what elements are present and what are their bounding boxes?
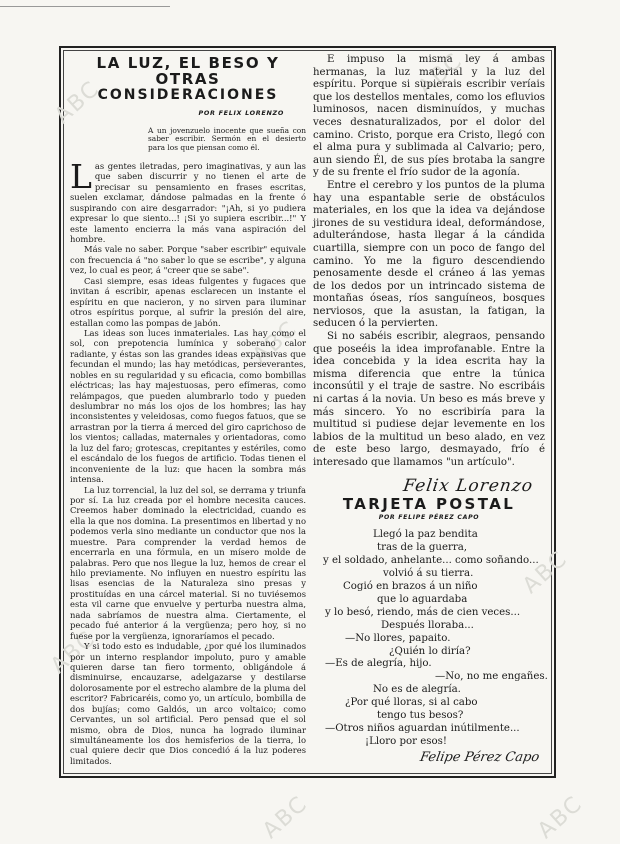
top-rule: [0, 6, 170, 7]
poem-verse: ¿Por qué lloras, si al cabo: [345, 697, 478, 709]
poem-verse: y el soldado, anhelante... como soñando...: [323, 555, 539, 567]
article-paragraph: Y si todo esto es indudable, ¿por qué los iluminados por un interno resplandor impoluto, puro y amable quieren darse tan fiero tormento, obligándole á disminuirse, encauzarse, adelgazarse y destilarse dolorosamente por el estrecho alambre de la pluma del escritor? Fabricaréis, como yo, un artículo, bombilla de dos bujías; como Galdós, un arco voltaico; como Cervantes, un sol artificial. Pero pensad que el sol mismo, obra de Dios, nunca ha logrado iluminar simultáneamente los dos hemisferios de la tierra, lo cual quiere decir que Dios concedió á la luz poderes limitados.: [70, 641, 306, 766]
poem-signature: Felipe Pérez Capo: [418, 749, 541, 765]
poem-verse: tengo tus besos?: [377, 710, 464, 722]
article-paragraph: Casi siempre, esas ideas fulgentes y fugaces que invitan á escribir, apenas esclarecen un instante el espíritu en que nacieron, y no sirven para iluminar otros espíritus porque, al sufrir la presión del aire, estallan como las pompas de jabón.: [70, 275, 306, 328]
article-paragraph: La luz torrencial, la luz del sol, se derrama y triunfa por sí. La luz creada por el hombre necesita cauces. Creemos haber dominado la electricidad, cuando es ella la que nos domina. La presentimos en libertad y no podemos verla sino mediante un conductor que nos la muestre. Para comprender la verdad hemos de encerrarla en una fórmula, en un mísero molde de palabras. Pero que nos llegue la luz, hemos de crear el hilo previamente. No influyen en nuestro espíritu las lisas esencias de la Naturaleza sino presas y prostituídas en una cárcel material. Si no tuviésemos esta vil carne que envuelve y perturba nuestra alma, nada sabríamos de nuestra alma. Ciertamente, el pecado fué anterior á la vergüenza; pero hoy, si no fuese por la vergüenza, ignoraríamos el pecado.: [70, 484, 306, 641]
article-paragraph: Si no sabéis escribir, alegraos, pensando que poseéis la idea improfanable. Entre la idea concebida y la idea escrita hay la misma diferencia que entre la túnica inconsútil y el traje de sastre. No escribáis ni cartas á la novia. Un beso es más breve y más sincero. Yo no escribiría para la multitud si pudiese dejar levemente en los labios de la multitud un beso alado, en vez de este beso largo, desmayado, frío é interesado que llamamos "un artículo".: [313, 331, 545, 468]
article-title-line2: CONSIDERACIONES: [97, 87, 279, 103]
poem-verse: —No, no me engañes.: [435, 671, 548, 683]
article-epigraph: A un jovenzuelo inocente que sueña con saber escribir. Sermón en el desierto para los que piensan como él.: [148, 125, 306, 153]
poem-title: TARJETA POSTAL: [342, 495, 516, 514]
article-byline: POR FELIX LORENZO: [198, 109, 284, 117]
article-title-line1: LA LUZ, EL BESO Y OTRAS: [96, 54, 280, 88]
watermark: ABC: [533, 791, 588, 844]
poem-verse: ¿Quién lo diría?: [389, 645, 471, 657]
poem-verse: Después lloraba...: [381, 619, 474, 631]
poem-verse: volvió á su tierra.: [383, 568, 474, 580]
poem-verse: —Otros niños aguardan inútilmente...: [325, 722, 520, 734]
article-paragraph: Las ideas son luces inmateriales. Las hay como el sol, con prepotencia lumínica y soberano calor radiante, y éstas son las grandes ideas expansivas que fecundan el mundo; las hay metódicas, perseverantes, nobles en su regularidad y su eficacia, como bombillas eléctricas; las hay majestuosas, pero efímeras, como relámpagos, que pueden alumbrarlo todo y pueden deslumbrar no más los ojos de los hombres; las hay inconsistentes y veleidosas, como fuegos fatuos, que se arrastran por la tierra á merced del giro caprichoso de los vientos; calladas, maternales y orientadoras, como la luz del faro; grotescas, crepitantes y estériles, como el escándalo de los fuegos de artificio. Todas tienen el inconveniente de la luz: que hacen la sombra más intensa.: [70, 327, 306, 485]
watermark: ABC: [46, 626, 101, 679]
watermark: ABC: [413, 48, 468, 101]
poem-verse: que lo aguardaba: [377, 593, 468, 605]
article-paragraph: Más vale no saber. Porque "saber escribir" equivale con frecuencia á "no saber lo que se escribe", y alguna vez, lo cual es peor, á "creer que se sabe".: [70, 244, 306, 276]
poem-verse: No es de alegría.: [373, 684, 461, 696]
article-paragraph: Las gentes iletradas, pero imaginativas, y aun las que saben discurrir y no tienen el arte de precisar su pensamiento en frases escritas, suelen exclamar, dándose palmadas en la frente ó suspirando con aire desgarrador: "¡Ah, si yo pudiera expresar lo que siento...! ¡Si yo supiera escribir...!" Y este lamento encierra la más vana aspiración del hombre.: [70, 156, 306, 245]
poem-verse: Cogió en brazos á un niño: [343, 581, 478, 592]
poem-verse: —No llores, papaito.: [345, 632, 451, 644]
poem-verse: Llegó la paz bendita: [373, 529, 478, 541]
poem-verse: —Es de alegría, hijo.: [325, 658, 432, 670]
watermark: ABC: [248, 316, 303, 369]
poem-verse: ¡Lloro por esos!: [365, 735, 447, 747]
watermark: ABC: [258, 791, 313, 844]
watermark: ABC: [50, 76, 105, 129]
article-column-left: [70, 55, 306, 766]
article-signature: Felix Lorenzo: [401, 475, 535, 496]
poem-verse: y lo besó, riendo, más de cien veces...: [325, 606, 521, 618]
article-paragraph: E impuso la misma ley á ambas hermanas, la luz material y la luz del espíritu. Porque si supierais escribir veríais que los destellos mentales, como los efluvios luminosos, nacen disminuídos, y muchas veces desnaturalizados, por el dolor del camino. Cristo, porque era Cristo, llegó con el alma pura y sublimada al Calvario; pero, aun siendo Él, de sus píes brotaba la sangre y de su frente el frío sudor de la agonía.: [313, 54, 545, 179]
article-paragraph: Entre el cerebro y los puntos de la pluma hay una espantable serie de obstáculos materiales, en los que la idea va dejándose jirones de su vestidura ideal, deformándose, adulterándose, hasta llegar á la cándida cuartilla, siempre con un poco de fango del camino. Yo me la figuro descendiendo penosamente desde el cráneo á las yemas de los dedos por un intrincado sistema de montañas óseas, ríos sanguíneos, bosques nerviosos, que la asustan, la fatigan, la seducen ó la pervierten.: [313, 179, 545, 330]
poem-verse: tras de la guerra,: [377, 542, 468, 554]
watermark: ABC: [518, 546, 573, 599]
poem-byline: POR FELIPE PÉREZ CAPO: [378, 513, 480, 521]
